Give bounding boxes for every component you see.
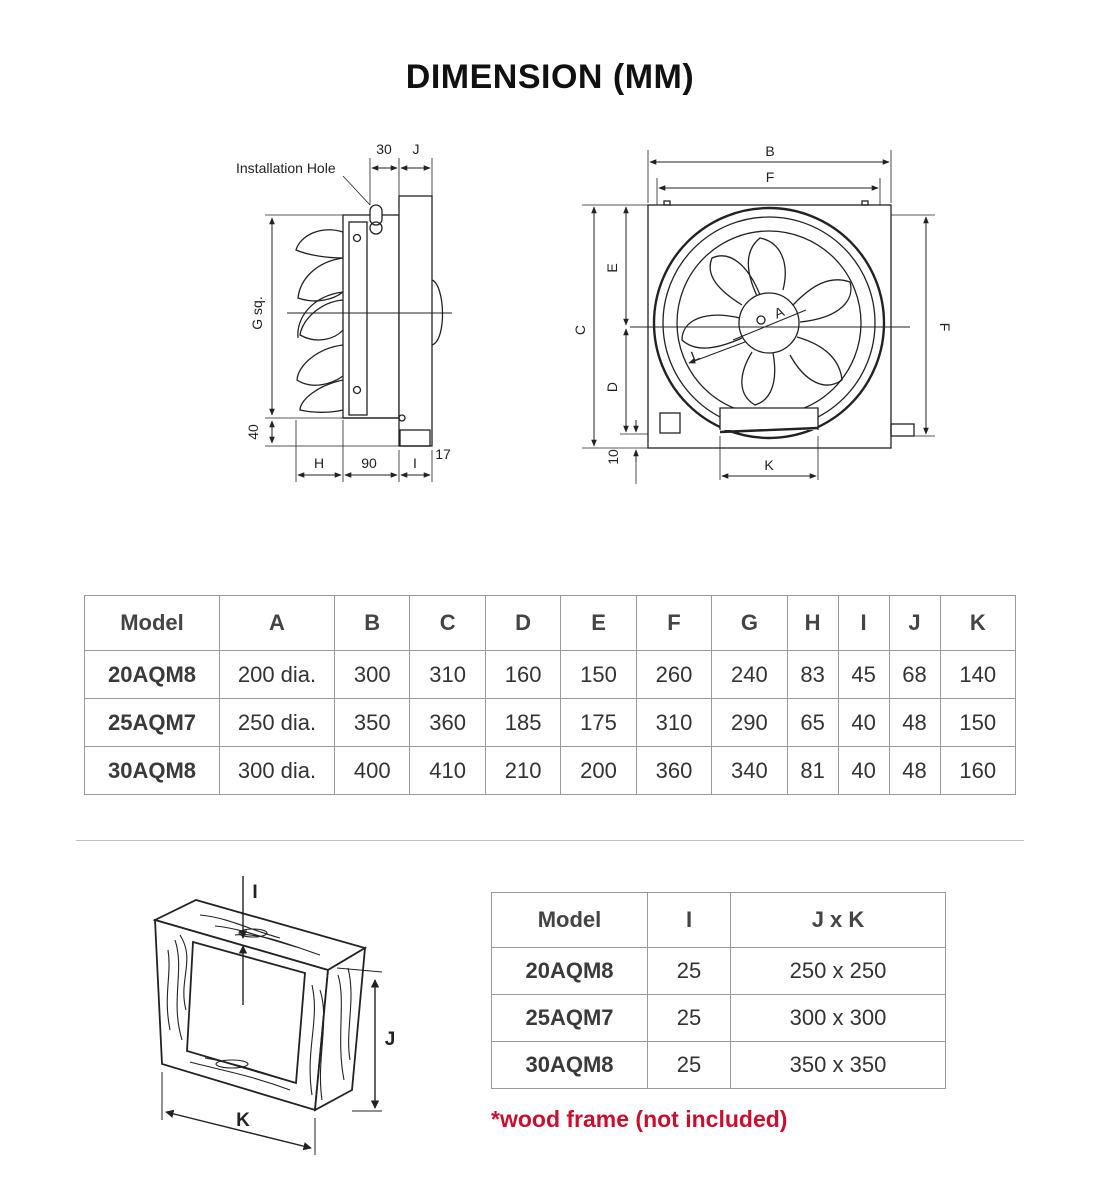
k-label: K bbox=[764, 457, 774, 473]
table-cell: 83 bbox=[787, 651, 838, 699]
header-cell: C bbox=[410, 596, 485, 651]
table-cell: 160 bbox=[485, 651, 560, 699]
wood-frame-diagram bbox=[155, 876, 382, 1155]
wood-frame-table bbox=[491, 892, 946, 1089]
front-view-diagram bbox=[582, 150, 935, 484]
model-cell: 30AQM8 bbox=[492, 1042, 648, 1089]
model-cell: 25AQM7 bbox=[85, 699, 220, 747]
depth-90-label: 90 bbox=[361, 455, 377, 471]
header-cell: H bbox=[787, 596, 838, 651]
bottom-10-label: 10 bbox=[605, 449, 621, 465]
table-cell: 150 bbox=[561, 651, 636, 699]
header-cell: J x K bbox=[731, 893, 946, 948]
table-cell: 40 bbox=[838, 699, 889, 747]
header-cell: J bbox=[889, 596, 940, 651]
h-label: H bbox=[313, 455, 325, 471]
table-cell: 185 bbox=[485, 699, 560, 747]
j-label: J bbox=[412, 141, 420, 157]
table-row bbox=[85, 699, 1016, 747]
table-row bbox=[492, 1042, 946, 1089]
header-cell: F bbox=[636, 596, 711, 651]
page-title: DIMENSION (MM) bbox=[405, 58, 695, 96]
table-cell: 250 dia. bbox=[220, 699, 335, 747]
table-cell: 68 bbox=[889, 651, 940, 699]
table-cell: 25 bbox=[648, 1042, 731, 1089]
frame-k-label: K bbox=[236, 1110, 250, 1131]
table-cell: 350 bbox=[335, 699, 410, 747]
table-cell: 65 bbox=[787, 699, 838, 747]
side-view-diagram bbox=[265, 158, 452, 482]
table-cell: 400 bbox=[335, 747, 410, 795]
l-label: L bbox=[688, 346, 702, 365]
model-cell: 30AQM8 bbox=[85, 747, 220, 795]
dimension-table bbox=[84, 595, 1016, 795]
table-row bbox=[492, 995, 946, 1042]
e-label: E bbox=[604, 263, 620, 273]
table-cell: 25 bbox=[648, 948, 731, 995]
table-cell: 360 bbox=[636, 747, 711, 795]
table-row bbox=[492, 948, 946, 995]
table-cell: 340 bbox=[712, 747, 787, 795]
table-cell: 40 bbox=[838, 747, 889, 795]
table-cell: 25 bbox=[648, 995, 731, 1042]
table-cell: 310 bbox=[410, 651, 485, 699]
d-label: D bbox=[604, 381, 620, 393]
b-label: B bbox=[765, 143, 775, 159]
i-label: I bbox=[413, 455, 417, 471]
table-cell: 260 bbox=[636, 651, 711, 699]
header-cell: E bbox=[561, 596, 636, 651]
table-cell: 210 bbox=[485, 747, 560, 795]
table-cell: 300 x 300 bbox=[731, 995, 946, 1042]
header-cell: Model bbox=[85, 596, 220, 651]
table-cell: 175 bbox=[561, 699, 636, 747]
table-cell: 310 bbox=[636, 699, 711, 747]
header-cell: A bbox=[220, 596, 335, 651]
table-cell: 150 bbox=[940, 699, 1015, 747]
table-cell: 300 dia. bbox=[220, 747, 335, 795]
bottom-40-label: 40 bbox=[245, 424, 261, 440]
frame-j-label: J bbox=[384, 1029, 396, 1050]
header-cell: I bbox=[648, 893, 731, 948]
a-label: A bbox=[771, 303, 787, 322]
installation-hole-label: Installation Hole bbox=[236, 160, 336, 176]
table-cell: 81 bbox=[787, 747, 838, 795]
table-cell: 290 bbox=[712, 699, 787, 747]
c-label: C bbox=[572, 324, 588, 336]
header-cell: B bbox=[335, 596, 410, 651]
header-cell: G bbox=[712, 596, 787, 651]
section-divider bbox=[76, 840, 1024, 841]
table-cell: 200 dia. bbox=[220, 651, 335, 699]
table-cell: 300 bbox=[335, 651, 410, 699]
header-cell: K bbox=[940, 596, 1015, 651]
table-cell: 250 x 250 bbox=[731, 948, 946, 995]
table-cell: 48 bbox=[889, 747, 940, 795]
table-cell: 360 bbox=[410, 699, 485, 747]
table-cell: 48 bbox=[889, 699, 940, 747]
header-cell: D bbox=[485, 596, 560, 651]
header-cell: I bbox=[838, 596, 889, 651]
table-cell: 160 bbox=[940, 747, 1015, 795]
table-cell: 140 bbox=[940, 651, 1015, 699]
table-row bbox=[85, 747, 1016, 795]
model-cell: 20AQM8 bbox=[492, 948, 648, 995]
g-sq-label: G sq. bbox=[249, 296, 265, 330]
offset-label: 30 bbox=[376, 141, 392, 157]
table-cell: 410 bbox=[410, 747, 485, 795]
table-cell: 350 x 350 bbox=[731, 1042, 946, 1089]
wood-frame-note: *wood frame (not included) bbox=[491, 1106, 788, 1132]
model-cell: 20AQM8 bbox=[85, 651, 220, 699]
table-cell: 240 bbox=[712, 651, 787, 699]
model-cell: 25AQM7 bbox=[492, 995, 648, 1042]
f-right-label: F bbox=[937, 322, 953, 332]
frame-i-label: I bbox=[252, 882, 258, 903]
lip-17-label: 17 bbox=[435, 446, 451, 462]
wood-frame-table-header bbox=[492, 893, 946, 948]
dimension-table-header bbox=[85, 596, 1016, 651]
f-top-label: F bbox=[765, 169, 775, 185]
table-row bbox=[85, 651, 1016, 699]
header-cell: Model bbox=[492, 893, 648, 948]
table-cell: 200 bbox=[561, 747, 636, 795]
table-cell: 45 bbox=[838, 651, 889, 699]
